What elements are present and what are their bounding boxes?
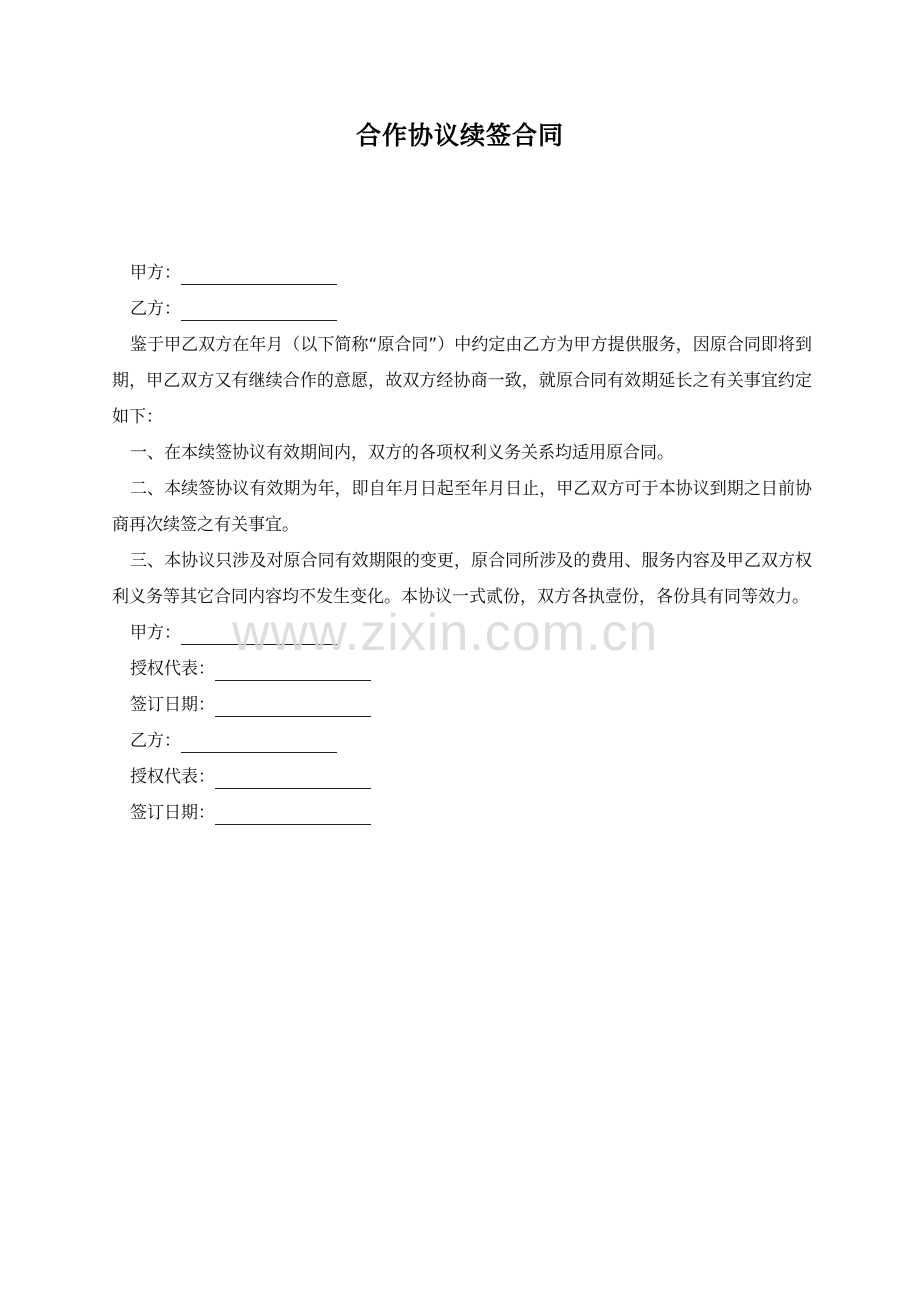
party-b-blank[interactable] bbox=[181, 298, 337, 321]
signature-party-a-rep-label: 授权代表： bbox=[130, 659, 215, 679]
party-b-label: 乙方： bbox=[130, 299, 181, 319]
document-body bbox=[112, 255, 812, 831]
signature-party-b-date-line bbox=[112, 795, 812, 831]
signature-party-b-date-label: 签订日期： bbox=[130, 803, 215, 823]
watermark: www.zixin.com.cn bbox=[232, 604, 659, 662]
signature-party-a-date-label: 签订日期： bbox=[130, 695, 215, 715]
party-b-line bbox=[112, 291, 812, 327]
party-a-blank[interactable] bbox=[181, 262, 337, 285]
clause-1-paragraph: 一、在本续签协议有效期间内，双方的各项权利义务关系均适用原合同。 bbox=[130, 443, 674, 463]
signature-party-a-line bbox=[112, 615, 812, 651]
signature-party-a-label: 甲方： bbox=[130, 623, 181, 643]
signature-party-b-label: 乙方： bbox=[130, 731, 181, 751]
signature-party-b-rep-label: 授权代表： bbox=[130, 767, 215, 787]
signature-party-b-rep-blank[interactable] bbox=[215, 766, 371, 789]
signature-party-a-rep-line bbox=[112, 651, 812, 687]
party-a-label: 甲方： bbox=[130, 263, 181, 283]
document-title: 合作协议续签合同 bbox=[355, 121, 564, 150]
signature-party-b-blank[interactable] bbox=[181, 730, 337, 753]
signature-party-b-line bbox=[112, 723, 812, 759]
clause-2-paragraph: 二、本续签协议有效期为年，即自年月日起至年月日止，甲乙双方可于本协议到期之日前协商再次续签之有关事宜。 bbox=[112, 479, 812, 535]
signature-party-a-date-line bbox=[112, 687, 812, 723]
signature-party-a-date-blank[interactable] bbox=[215, 694, 371, 717]
signature-party-b-date-blank[interactable] bbox=[215, 802, 371, 825]
signature-party-a-blank[interactable] bbox=[181, 622, 337, 645]
preamble-paragraph: 鉴于甲乙双方在年月（以下简称“原合同”）中约定由乙方为甲方提供服务，因原合同即将到期，甲乙双方又有继续合作的意愿，故双方经协商一致，就原合同有效期延长之有关事宜约定如下： bbox=[112, 335, 812, 427]
signature-party-b-rep-line bbox=[112, 759, 812, 795]
signature-party-a-rep-blank[interactable] bbox=[215, 658, 371, 681]
clause-3-paragraph: 三、本协议只涉及对原合同有效期限的变更，原合同所涉及的费用、服务内容及甲乙双方权利义务等其它合同内容均不发生变化。本协议一式贰份，双方各执壹份，各份具有同等效力。 bbox=[112, 551, 812, 607]
party-a-line bbox=[112, 255, 812, 291]
